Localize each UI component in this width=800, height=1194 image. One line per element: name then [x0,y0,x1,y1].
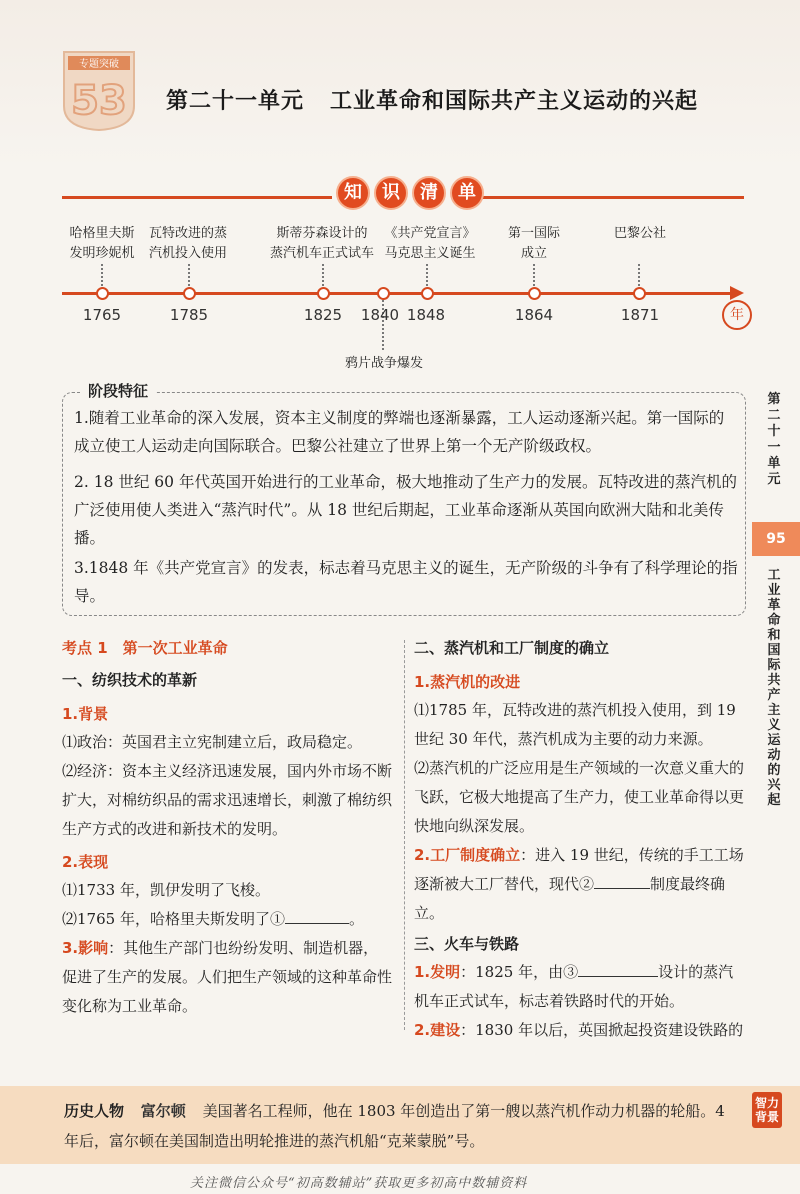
section-heading: 三、火车与铁路 [414,935,520,953]
unit-title [166,84,698,115]
footer-description: 美国著名工程师，他在 1803 年创造出了第一艘以蒸汽机作动力机器的轮船。4 年后，富尔顿在美国制造出明轮推进的蒸汽机船“克莱蒙脱”号。 [64,1102,725,1150]
stage-item: 2. 18 世纪 60 年代英国开始进行的工业革命，极大地推动了生产力的发展。瓦特改进的蒸汽机的广泛使用使人类进入“蒸汽时代”。从 18 世纪后期起，工业革命逐渐从英国向欧洲大陆和北美传播。 [74,473,737,547]
timeline-year: 1871 [620,306,660,324]
paragraph: ⑴政治：英国君主立宪制建立后，政局稳定。 [62,733,363,751]
timeline-year: 1848 [406,306,446,324]
section-heading: 二、蒸汽机和工厂制度的确立 [414,639,610,657]
timeline-connector [638,264,640,286]
timeline-dot [183,287,196,300]
footer-label: 历史人物 [64,1102,125,1120]
fill-blank-1[interactable] [285,905,349,924]
paragraph: ⑴1733 年，凯伊发明了飞梭。 [62,881,270,899]
timeline-connector [533,264,535,286]
side-unit-label: 第 二 十 一 单 元 [767,392,781,487]
timeline-dot [421,287,434,300]
page-number: 95 [752,522,800,556]
badge-line-right [482,196,744,199]
stage-item: 3.1848 年《共产党宣言》的发表，标志着马克思主义的诞生，无产阶级的斗争有了科学理论的指导。 [74,559,738,605]
timeline-dot [377,287,390,300]
subsection-heading: 2.表现 [62,853,109,871]
badge-char: 知 [336,176,370,210]
stage-features-title: 阶段特征 [80,380,156,401]
paragraph: ⑵蒸汽机的广泛应用是生产领域的一次意义重大的飞跃，它极大地提高了生产力，使工业革命得以更快地向纵深发展。 [414,759,745,835]
timeline-event: 哈格里夫斯 发明珍妮机 [69,226,135,261]
badge-char: 单 [450,176,484,210]
timeline-dot [96,287,109,300]
timeline-event: 《共产党宣言》 马克思主义诞生 [384,226,476,261]
section-heading: 一、纺织技术的革新 [62,671,198,689]
subsection-heading: 1.蒸汽机的改进 [414,673,521,691]
timeline-arrow-icon [730,286,744,300]
footer-text [64,1096,734,1156]
paragraph: ⑵经济：资本主义经济迅速发展，国内外市场不断扩大，对棉纺织品的需求迅速增长，刺激了棉纺织生产方式的改进和新技术的发明。 [62,762,393,838]
paragraph: 3.影响：其他生产部门也纷纷发明、制造机器，促进了生产的发展。人们把生产领域的这种革命性变化称为工业革命。 [62,939,393,1015]
column-divider [404,640,405,1030]
timeline-dot [633,287,646,300]
badge-line-left [62,196,332,199]
fill-blank-2[interactable] [594,870,650,889]
logo-small-text: 专题突破 [79,59,119,70]
timeline-dot [528,287,541,300]
timeline-event: 瓦特改进的蒸 汽机投入使用 [148,226,228,261]
timeline-event: 第一国际 成立 [507,226,561,261]
paragraph: 1.发明：1825 年，由③ 设计的蒸汽机车正式试车，标志着铁路时代的开始。 [414,958,748,1016]
timeline-event-below: 鸦片战争爆发 [344,356,424,371]
timeline-connector [426,264,428,286]
timeline-dot [317,287,330,300]
left-column [62,634,392,1021]
book-series-logo [60,48,138,132]
paragraph: ⑵1765 年，哈格里夫斯发明了① 。 [62,905,392,934]
timeline-connector [188,264,190,286]
side-unit-title: 工 业 革 命 和 国 际 共 产 主 义 运 动 的 兴 起 [767,568,781,808]
fill-blank-3[interactable] [578,958,658,977]
kaodian-title: 考点 1 第一次工业革命 [62,639,228,657]
year-unit-badge: 年 [722,300,752,330]
timeline-connector [322,264,324,286]
timeline-event: 斯蒂芬森设计的 蒸汽机车正式试车 [269,226,375,261]
badge-char: 清 [412,176,446,210]
timeline-year: 1765 [82,306,122,324]
logo-number: 53 [71,78,127,124]
timeline-event: 巴黎公社 [613,226,667,241]
footer-person: 富尔顿 [140,1102,186,1120]
subsection-heading: 1.背景 [62,705,109,723]
stage-item: 1.随着工业革命的深入发展，资本主义制度的弊端也逐渐暴露，工人运动逐渐兴起。第一国际的成立使工人运动走向国际联合。巴黎公社建立了世界上第一个无产阶级政权。 [74,409,725,455]
right-column [414,634,748,1045]
footer-tag: 智力背景 [752,1092,782,1128]
paragraph: 2.建设：1830 年以后，英国掀起投资建设铁路的 [414,1021,744,1039]
section-badge [336,176,484,210]
badge-char: 识 [374,176,408,210]
unit-label: 第二十一单元 [166,89,305,114]
timeline-year: 1864 [514,306,554,324]
timeline-year: 1825 [303,306,343,324]
timeline-year: 1840 [360,306,400,324]
timeline-connector [101,264,103,286]
bottom-note: 关注微信公众号“初高数辅站”获取更多初高中数辅资料 [190,1176,528,1191]
unit-name: 工业革命和国际共产主义运动的兴起 [330,89,699,114]
paragraph: ⑴1785 年，瓦特改进的蒸汽机投入使用，到 19 世纪 30 年代，蒸汽机成为主要的动力来源。 [414,701,736,748]
timeline-year: 1785 [169,306,209,324]
paragraph: 2.工厂制度确立：进入 19 世纪，传统的手工工场逐渐被大工厂替代，现代② 制度最终确立。 [414,846,744,922]
